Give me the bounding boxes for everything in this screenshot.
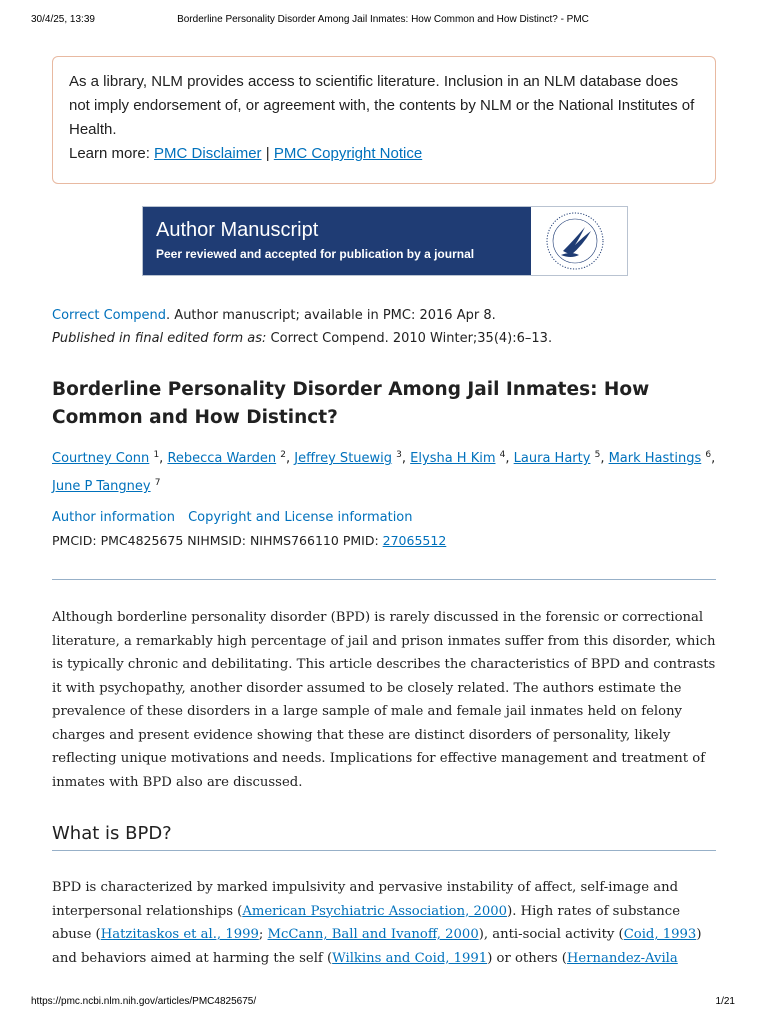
print-footer [31,996,735,1012]
author-link[interactable]: Laura Harty [513,451,591,466]
divider [52,579,716,580]
pmcid-value: PMC4825675 [100,533,184,548]
reference-link[interactable]: Wilkins and Coid, 1991 [332,950,488,966]
author-information-button[interactable]: Author information [52,510,175,525]
author-link[interactable]: Mark Hastings [608,451,702,466]
article-identifiers [52,531,716,551]
affiliation-number: 5 [594,450,601,460]
article-info-links [52,508,716,528]
print-datetime: 30/4/25, 13:39 [31,14,95,25]
author-link[interactable]: Elysha H Kim [410,451,496,466]
section-heading: What is BPD? [52,823,172,844]
body-text: ) or others ( [487,950,567,966]
pmc-copyright-link[interactable]: PMC Copyright Notice [273,145,423,162]
author-entry: Rebecca Warden $^2$, [167,450,295,466]
affiliation-number: 4 [499,450,506,460]
author-entry: Mark Hastings $^6$, [608,450,716,466]
citation-line-1 [52,304,716,327]
learn-more-label: Learn more: [69,145,150,162]
banner-title: Author Manuscript [156,219,319,241]
banner-band [143,207,531,275]
body-text: ), anti-social activity ( [478,927,624,942]
body-text: ). High rates of substance abuse ( [52,903,680,942]
author-list [52,443,716,499]
journal-link[interactable]: Correct Compend [52,308,167,323]
banner-subtitle: Peer reviewed and accepted for publication by a journal [156,247,475,261]
author-link[interactable]: Jeffrey Stuewig [294,451,393,466]
reference-link[interactable]: American Psychiatric Association, 2000 [242,903,508,919]
published-label: Published in final edited form as: [52,331,267,346]
copyright-license-button[interactable]: Copyright and License information [188,510,413,525]
hhs-seal-icon [545,211,605,271]
article-title: Borderline Personality Disorder Among Jail Inmates: How Common and How Distinct? [52,379,650,428]
print-header [31,14,735,30]
affiliation-number: 1 [153,450,160,460]
reference-link[interactable]: Hernandez-Avila [566,950,678,966]
citation-line-2 [52,327,716,350]
nihmsid-label: NIHMSID: [187,533,246,548]
pmc-disclaimer-link[interactable]: PMC Disclaimer [154,145,262,162]
print-page-number: 1/21 [715,996,735,1007]
section-divider [52,850,716,851]
author-manuscript-banner [142,206,628,276]
reference-link[interactable]: Coid, 1993 [623,927,697,942]
author-entry: Laura Harty $^5$, [513,450,609,466]
learn-more-line [69,142,699,166]
nlm-disclaimer-notice [52,56,716,184]
notice-text: As a library, NLM provides access to scientific literature. Inclusion in an NLM database does not imply endorsement of, or agreement with, the contents by NLM or the National Institutes of Health. [69,73,695,138]
pmid-link[interactable]: 27065512 [382,533,447,548]
author-link[interactable]: Courtney Conn [52,451,150,466]
nihmsid-value: NIHMS766110 [249,533,339,548]
print-url: https://pmc.ncbi.nlm.nih.gov/articles/PMC4825675/ [31,996,257,1007]
print-page-title: Borderline Personality Disorder Among Jail Inmates: How Common and How Distinct? - PMC [177,14,589,25]
link-separator: | [265,145,270,162]
pmcid-label: PMCID: [52,533,97,548]
author-entry: Elysha H Kim $^4$, [410,450,514,466]
author-link[interactable]: June P Tangney [52,479,151,494]
body-text: ; [258,927,268,942]
author-entry: Jeffrey Stuewig $^3$, [294,450,411,466]
affiliation-number: 7 [154,478,161,488]
body-text: ) and behaviors aimed at harming the self ( [52,927,702,966]
reference-link[interactable]: McCann, Ball and Ivanoff, 2000 [267,927,479,942]
citation-block [52,304,716,350]
pmid-label: PMID: [342,533,379,548]
author-entry: Courtney Conn $^1$, [52,450,168,466]
body-paragraph [52,876,718,970]
author-entry [52,479,160,494]
affiliation-number: 3 [396,450,402,460]
citation-availability: . Author manuscript; available in PMC: 2016 Apr 8. [166,308,496,323]
affiliation-number: 6 [705,450,712,460]
abstract-text: Although borderline personality disorder (BPD) is rarely discussed in the forensic or correctional literature, a remarkably high percentage of jail and prison inmates suffer from this disorder, which is typically chronic and debilitating. This article describes the characteristics of BPD and contrasts it with psychopathy, another disorder assumed to be closely related. The authors estimate the prevalence of these disorders in a large sample of male and female jail inmates held on felony charges and present evidence showing that these are distinct disorders of personality, likely reflecting unique motivations and needs. Implications for effective management and treatment of inmates with BPD also are discussed. [52,610,716,790]
author-link[interactable]: Rebecca Warden [167,451,277,466]
published-citation: Correct Compend. 2010 Winter;35(4):6–13. [266,331,553,346]
affiliation-number: 2 [280,450,286,460]
reference-link[interactable]: Hatzitaskos et al., 1999 [100,927,259,942]
body-text: BPD is characterized by marked impulsivity and pervasive instability of affect, self-image and interpersonal relationships ( [52,880,679,919]
